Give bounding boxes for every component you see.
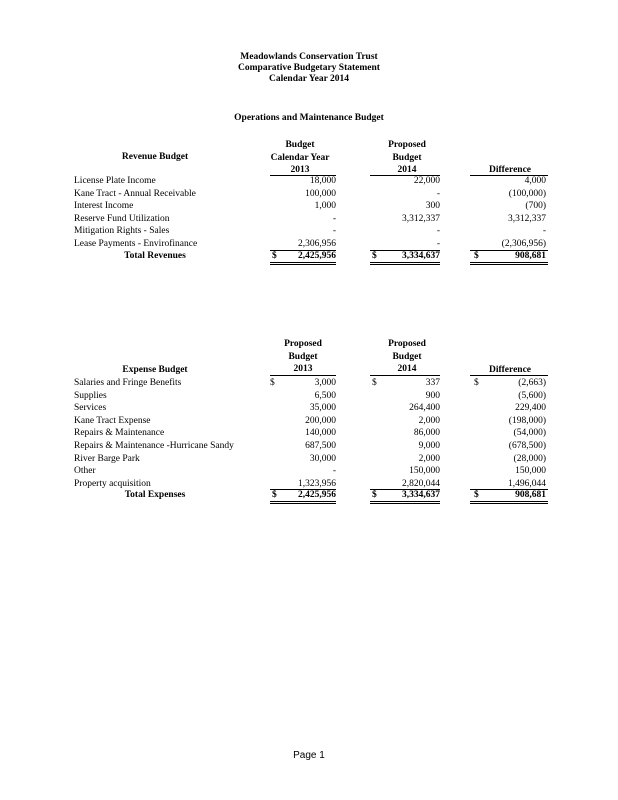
- col-header-line: 2013: [293, 364, 313, 374]
- col-header-line: Proposed: [388, 339, 426, 349]
- total-currency: $: [474, 490, 479, 500]
- row-label: Kane Tract Expense: [74, 415, 151, 426]
- header-underline: [370, 375, 440, 376]
- total-double-rule: [370, 262, 440, 265]
- col-header-line: Budget: [392, 351, 422, 362]
- row-value-2014: 9,000: [418, 441, 440, 451]
- row-label: Interest Income: [74, 201, 134, 212]
- row-value-2014: 2,000: [418, 453, 440, 464]
- section-title: Operations and Maintenance Budget: [234, 113, 384, 123]
- row-value-2014: -: [436, 226, 440, 237]
- row-value-2013: 18,000: [309, 176, 336, 186]
- total-double-rule: [470, 501, 548, 504]
- total-double-rule: [470, 262, 548, 265]
- total-currency: $: [372, 251, 377, 261]
- row-value-2013: 687,500: [305, 441, 336, 451]
- row-currency: $: [270, 378, 275, 388]
- revenue-col-2014-header: [362, 139, 452, 177]
- row-value-2013: -: [332, 466, 336, 477]
- row-value-2013: 6,500: [314, 390, 336, 401]
- row-label: Other: [74, 466, 96, 477]
- total-expenses-2014: 3,334,637: [402, 490, 440, 500]
- row-label: Services: [74, 403, 107, 414]
- row-difference: (5,600): [518, 390, 546, 401]
- revenue-col-2013-header: [255, 139, 345, 177]
- row-value-2014: 22,000: [413, 176, 440, 186]
- row-label: Repairs & Maintenance -Hurricane Sandy: [74, 441, 234, 451]
- revenue-difference-heading: Difference: [488, 165, 532, 175]
- row-value-2013: 1,000: [314, 201, 336, 212]
- row-value-2014: 264,400: [409, 403, 440, 414]
- row-label: License Plate Income: [74, 176, 156, 186]
- total-currency: $: [272, 251, 277, 261]
- row-value-2013: 2,306,956: [298, 239, 336, 249]
- row-difference: 3,312,337: [508, 213, 546, 224]
- row-value-2013: 140,000: [305, 428, 336, 439]
- total-revenues-2013: 2,425,956: [298, 251, 336, 261]
- row-label: Lease Payments - Envirofinance: [74, 239, 198, 249]
- row-difference: 150,000: [515, 466, 546, 477]
- row-difference: (678,500): [508, 441, 546, 451]
- row-difference: (100,000): [508, 188, 546, 199]
- expense-difference-heading: Difference: [488, 365, 532, 375]
- row-value-2013: -: [332, 226, 336, 237]
- total-currency: $: [372, 490, 377, 500]
- row-label: Mitigation Rights - Sales: [74, 226, 170, 237]
- col-header-line: Calendar Year: [270, 152, 330, 163]
- row-value-2014: 337: [425, 378, 440, 388]
- row-label: Property acquisition: [74, 478, 151, 489]
- col-header-line: Budget: [285, 140, 315, 150]
- row-value-2013: 3,000: [314, 378, 336, 388]
- row-label: Repairs & Maintenance: [74, 428, 165, 439]
- org-title: Meadowlands Conservation Trust: [240, 52, 378, 62]
- expense-budget-heading: Expense Budget: [122, 365, 188, 375]
- row-value-2013: 200,000: [305, 415, 336, 426]
- row-value-2013: 35,000: [309, 403, 336, 414]
- expense-col-2013-header: [258, 338, 348, 376]
- row-value-2014: 3,312,337: [402, 213, 440, 224]
- row-value-2014: 2,820,044: [402, 478, 440, 489]
- row-value-2014: 150,000: [409, 466, 440, 477]
- row-value-2014: 2,000: [418, 415, 440, 426]
- total-double-rule: [370, 501, 440, 504]
- total-currency: $: [474, 251, 479, 261]
- row-label: Kane Tract - Annual Receivable: [74, 188, 196, 199]
- col-header-line: Budget: [392, 152, 422, 163]
- row-label: Supplies: [74, 390, 107, 401]
- col-header-line: 2014: [397, 364, 417, 374]
- total-expenses-2013: 2,425,956: [298, 490, 336, 500]
- row-value-2014: -: [436, 239, 440, 249]
- total-double-rule: [270, 262, 336, 265]
- row-value-2014: 86,000: [413, 428, 440, 439]
- row-currency: $: [372, 378, 377, 388]
- row-value-2013: 100,000: [305, 188, 336, 199]
- col-header-line: Proposed: [284, 339, 322, 349]
- total-revenues-2014: 3,334,637: [402, 251, 440, 261]
- expense-col-2014-header: [362, 338, 452, 376]
- row-difference: 4,000: [524, 176, 546, 186]
- row-label: Salaries and Fringe Benefits: [74, 378, 182, 388]
- row-value-2014: 300: [425, 201, 440, 212]
- period-title: Calendar Year 2014: [268, 74, 350, 84]
- row-difference: 1,496,044: [508, 478, 546, 489]
- total-currency: $: [272, 490, 277, 500]
- row-value-2014: -: [436, 188, 440, 199]
- revenue-budget-heading: Revenue Budget: [121, 152, 189, 162]
- total-expenses-label: Total Expenses: [124, 490, 186, 500]
- total-revenues-label: Total Revenues: [124, 251, 186, 261]
- row-value-2013: 30,000: [309, 453, 336, 464]
- header-underline: [270, 375, 336, 376]
- row-difference: (700): [525, 201, 546, 212]
- col-header-line: Budget: [288, 351, 318, 362]
- col-header-line: 2014: [397, 165, 417, 175]
- row-difference: (54,000): [513, 428, 546, 439]
- row-label: Reserve Fund Utilization: [74, 213, 170, 224]
- row-difference: (2,663): [518, 378, 546, 388]
- header-underline: [470, 375, 548, 376]
- row-difference: (198,000): [508, 415, 546, 426]
- row-difference: (28,000): [513, 453, 546, 464]
- statement-title: Comparative Budgetary Statement: [238, 63, 380, 73]
- total-expenses-difference: 908,681: [515, 490, 546, 500]
- col-header-line: Proposed: [388, 140, 426, 150]
- row-value-2014: 900: [425, 390, 440, 401]
- page-number: Page 1: [293, 750, 325, 761]
- col-header-line: 2013: [290, 165, 310, 175]
- row-label: River Barge Park: [74, 453, 140, 464]
- row-difference: 229,400: [515, 403, 546, 414]
- row-value-2013: -: [332, 213, 336, 224]
- row-difference: -: [542, 226, 546, 237]
- total-revenues-difference: 908,681: [515, 251, 546, 261]
- row-currency: $: [474, 378, 479, 388]
- row-difference: (2,306,956): [501, 239, 546, 249]
- row-value-2013: 1,323,956: [298, 478, 336, 489]
- total-double-rule: [270, 501, 336, 504]
